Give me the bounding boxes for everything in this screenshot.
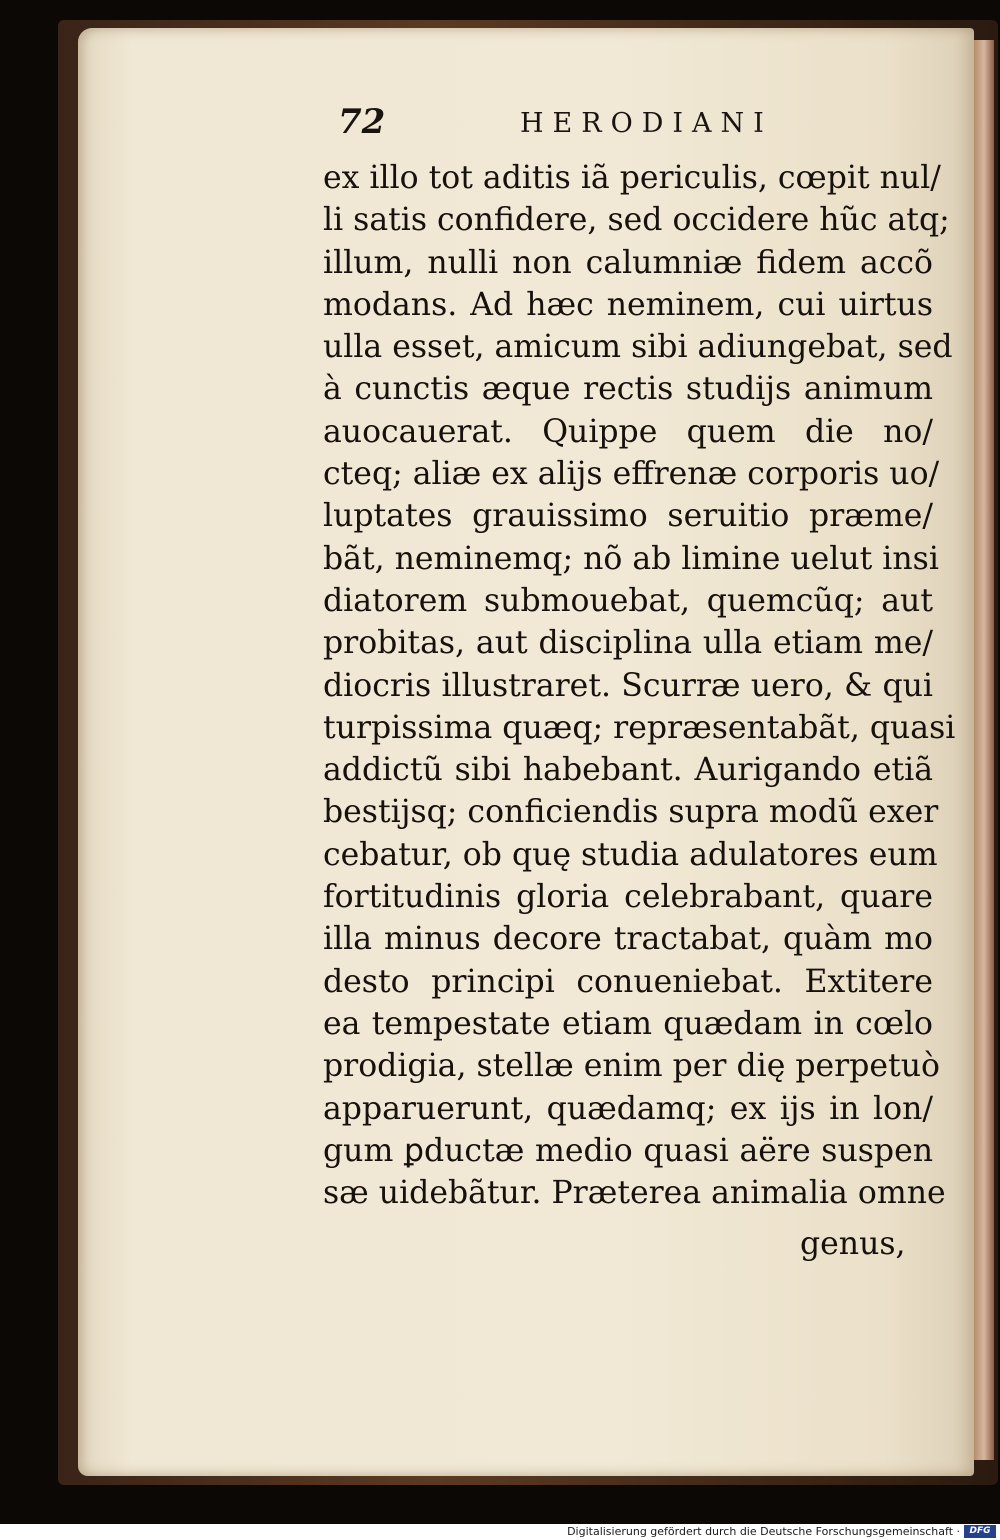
text-line: cebatur, ob quę studia adulatores eum (323, 836, 938, 873)
text-line: modans. Ad hæc neminem, cui uirtus (323, 286, 933, 323)
text-line: probitas, aut disciplina ulla etiam me/ (323, 625, 933, 662)
page-number: 72 (338, 102, 386, 142)
text-line: diatorem submouebat, quemcũq; aut (323, 582, 933, 619)
text-line: ulla esset, amicum sibi adiungebat, sed (323, 329, 953, 366)
dfg-logo-icon: DFG (964, 1525, 996, 1538)
funding-credit: Digitalisierung gefördert durch die Deutsche Forschungsgemeinschaft · (567, 1525, 960, 1538)
text-line: sæ uidebãtur. Præterea animalia omne (323, 1175, 946, 1212)
text-line: addictũ sibi habebant. Aurigando etiã (323, 752, 933, 789)
text-line: li satis confidere, sed occidere hũc atq; (323, 202, 950, 239)
text-line: illum, nulli non calumniæ fidem accõ (323, 244, 933, 281)
text-line: desto principi conueniebat. Extitere (323, 963, 933, 1000)
text-line: diocris illustraret. Scurræ uero, & qui (323, 667, 933, 704)
text-line: prodigia, stellæ enim per dię perpetuò (323, 1048, 940, 1085)
text-line: gum ꝑductæ medio quasi aëre suspen (323, 1132, 933, 1169)
body-text (323, 157, 956, 1214)
page-header (338, 102, 938, 152)
text-line: cteq; aliæ ex alijs effrenæ corporis uo/ (323, 456, 940, 493)
text-line: fortitudinis gloria celebrabant, quare (323, 879, 933, 916)
catchword: genus, (800, 1226, 906, 1262)
digitization-footer (0, 1524, 1000, 1540)
text-line: ex illo tot aditis iã periculis, cœpit nul/ (323, 160, 941, 196)
text-line: turpissima quæq; repræsentabãt, quasi (323, 709, 956, 746)
text-line: illa minus decore tractabat, quàm mo (323, 921, 933, 958)
text-line: à cunctis æque rectis studijs animum (323, 371, 933, 408)
text-line: ea tempestate etiam quædam in cœlo (323, 1005, 933, 1042)
text-line: apparuerunt, quædamq; ex ijs in lon/ (323, 1090, 933, 1127)
running-title: HERODIANI (520, 108, 773, 139)
text-line: luptates grauissimo seruitio præme/ (323, 498, 933, 535)
adjacent-page-edge (974, 40, 994, 1460)
text-line: auocauerat. Quippe quem die no/ (323, 413, 933, 450)
text-line: bestijsq; conficiendis supra modũ exer (323, 794, 939, 831)
text-line: bãt, neminemq; nõ ab limine uelut insi (323, 540, 939, 577)
